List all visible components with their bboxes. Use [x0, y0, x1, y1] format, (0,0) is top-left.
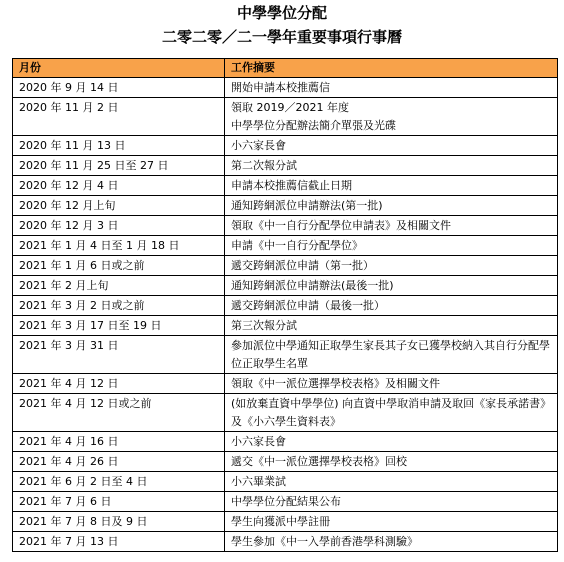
- row-task-cell: 中學學位分配結果公布: [225, 492, 558, 512]
- table-row: [13, 512, 558, 532]
- table-row: [13, 394, 558, 432]
- row-task-cell: 第二次報分試: [225, 156, 558, 176]
- row-task-cell: 通知跨網派位申請辦法(最後一批): [225, 276, 558, 296]
- row-date-cell: 2021 年 7 月 6 日: [13, 492, 225, 512]
- page-title: 中學學位分配: [236, 4, 327, 22]
- row-date-cell: 2021 年 3 月 17 日至 19 日: [13, 316, 225, 336]
- table-row: [13, 78, 558, 98]
- table-row: [13, 156, 558, 176]
- page-subtitle: 二零二零／二一學年重要事項行事曆: [161, 28, 402, 46]
- table-row: [13, 452, 558, 472]
- row-date-cell: 2020 年 12 月 3 日: [13, 216, 225, 236]
- row-task-cell: 小六家長會: [225, 432, 558, 452]
- row-task-cell: 學生參加《中一入學前香港學科測驗》: [225, 532, 558, 552]
- row-task-cell: 遞交《中一派位選擇學校表格》回校: [225, 452, 558, 472]
- row-task-cell: 領取《中一自行分配學位申請表》及相關文件: [225, 216, 558, 236]
- row-task-cell: 申請《中一自行分配學位》: [225, 236, 558, 256]
- table-row: [13, 98, 558, 136]
- table-row: [13, 176, 558, 196]
- schedule-body: [13, 78, 558, 552]
- row-task-cell: 小六畢業試: [225, 472, 558, 492]
- row-date-cell: 2021 年 4 月 12 日: [13, 374, 225, 394]
- table-header-row: [13, 59, 558, 78]
- table-row: [13, 276, 558, 296]
- row-task-cell: 申請本校推薦信截止日期: [225, 176, 558, 196]
- table-row: [13, 196, 558, 216]
- row-date-cell: 2021 年 2 月上旬: [13, 276, 225, 296]
- schedule-table: [12, 58, 558, 552]
- row-task-cell: 開始申請本校推薦信: [225, 78, 558, 98]
- row-date-cell: 2020 年 9 月 14 日: [13, 78, 225, 98]
- row-date-cell: 2020 年 11 月 13 日: [13, 136, 225, 156]
- table-row: [13, 472, 558, 492]
- row-date-cell: 2020 年 12 月 4 日: [13, 176, 225, 196]
- row-date-cell: 2021 年 4 月 26 日: [13, 452, 225, 472]
- table-row: [13, 256, 558, 276]
- row-task-cell: 領取 2019／2021 年度 中學學位分配辦法簡介單張及光碟: [225, 98, 558, 136]
- row-task-cell: 小六家長會: [225, 136, 558, 156]
- table-row: [13, 296, 558, 316]
- row-task-cell: 通知跨網派位申請辦法(第一批): [225, 196, 558, 216]
- table-row: [13, 336, 558, 374]
- row-task-cell: 參加派位中學通知正取學生家長其子女已獲學校納入其自行分配學位正取學生名單: [225, 336, 558, 374]
- row-date-cell: 2021 年 3 月 31 日: [13, 336, 225, 374]
- table-row: [13, 236, 558, 256]
- column-header-task: 工作摘要: [225, 59, 558, 78]
- row-date-cell: 2020 年 12 月上旬: [13, 196, 225, 216]
- row-task-cell: 領取《中一派位選擇學校表格》及相關文件: [225, 374, 558, 394]
- row-date-cell: 2021 年 3 月 2 日或之前: [13, 296, 225, 316]
- column-header-month: 月份: [13, 59, 225, 78]
- row-task-cell: 遞交跨網派位申請（最後一批）: [225, 296, 558, 316]
- table-row: [13, 316, 558, 336]
- row-date-cell: 2021 年 4 月 12 日或之前: [13, 394, 225, 432]
- row-date-cell: 2021 年 1 月 6 日或之前: [13, 256, 225, 276]
- table-row: [13, 532, 558, 552]
- table-row: [13, 216, 558, 236]
- row-date-cell: 2021 年 6 月 2 日至 4 日: [13, 472, 225, 492]
- row-date-cell: 2020 年 11 月 25 日至 27 日: [13, 156, 225, 176]
- row-date-cell: 2021 年 1 月 4 日至 1 月 18 日: [13, 236, 225, 256]
- row-date-cell: 2021 年 7 月 8 日及 9 日: [13, 512, 225, 532]
- table-row: [13, 492, 558, 512]
- table-row: [13, 374, 558, 394]
- table-row: [13, 136, 558, 156]
- row-date-cell: 2020 年 11 月 2 日: [13, 98, 225, 136]
- row-task-cell: 學生向獲派中學註冊: [225, 512, 558, 532]
- table-row: [13, 432, 558, 452]
- row-task-cell: 第三次報分試: [225, 316, 558, 336]
- row-task-cell: 遞交跨網派位申請（第一批）: [225, 256, 558, 276]
- row-date-cell: 2021 年 4 月 16 日: [13, 432, 225, 452]
- row-task-cell: (如放棄直資中學學位) 向直資中學取消申請及取回《家長承諾書》及《小六學生資料表》: [225, 394, 558, 432]
- row-date-cell: 2021 年 7 月 13 日: [13, 532, 225, 552]
